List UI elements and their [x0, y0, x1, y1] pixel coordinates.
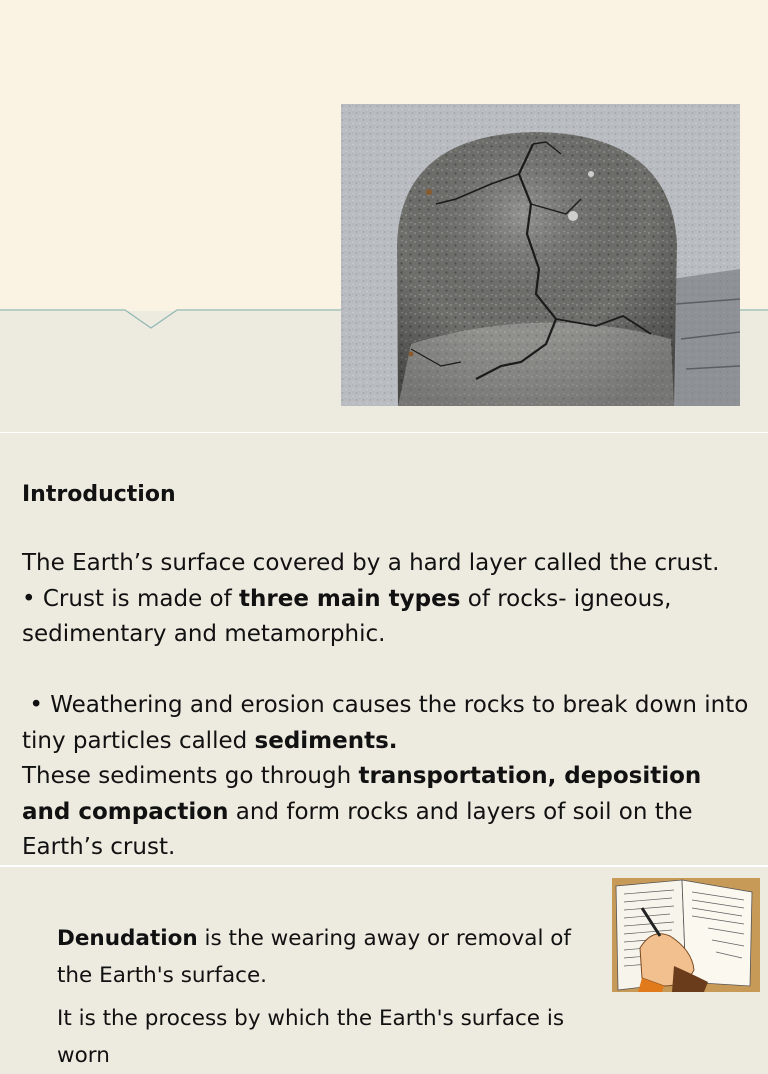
intro-bullet-rock-types	[22, 582, 757, 653]
writing-hand-image	[612, 878, 760, 992]
introduction-slide	[0, 433, 768, 865]
denudation-body	[57, 920, 607, 1074]
denudation-term: Denudation	[57, 926, 198, 951]
bullet1-bold: three main types	[239, 585, 461, 612]
bullet1-text-end: of rocks- igneous, sedimentary and metamorphic.	[22, 585, 672, 647]
intro-line-sediments	[22, 759, 757, 866]
intro-body	[22, 546, 757, 866]
line3-text: These sediments go through	[22, 763, 359, 789]
title-slide	[0, 0, 768, 432]
denudation-slide	[0, 867, 768, 1068]
denudation-definition-text: is the wearing away or removal of the Earth's surface.	[57, 926, 571, 988]
bullet2-text: • Weathering and erosion causes the rocks to break down into tiny particles called	[22, 692, 756, 754]
denudation-definition	[57, 920, 607, 994]
intro-line-crust: The Earth’s surface covered by a hard layer called the crust.	[22, 550, 720, 576]
line3-text-end: and form rocks and layers of soil on the Earth’s crust.	[22, 798, 693, 860]
intro-heading: Introduction	[22, 482, 176, 507]
bullet1-text: • Crust is made of	[22, 585, 240, 612]
denudation-process-line: It is the process by which the Earth's surface is worn	[57, 1006, 565, 1068]
line3-bold: transportation, deposition and compaction	[22, 763, 702, 825]
bullet2-bold: sediments.	[254, 727, 398, 754]
cracked-rock-image	[341, 104, 740, 406]
intro-bullet-weathering	[22, 688, 757, 759]
